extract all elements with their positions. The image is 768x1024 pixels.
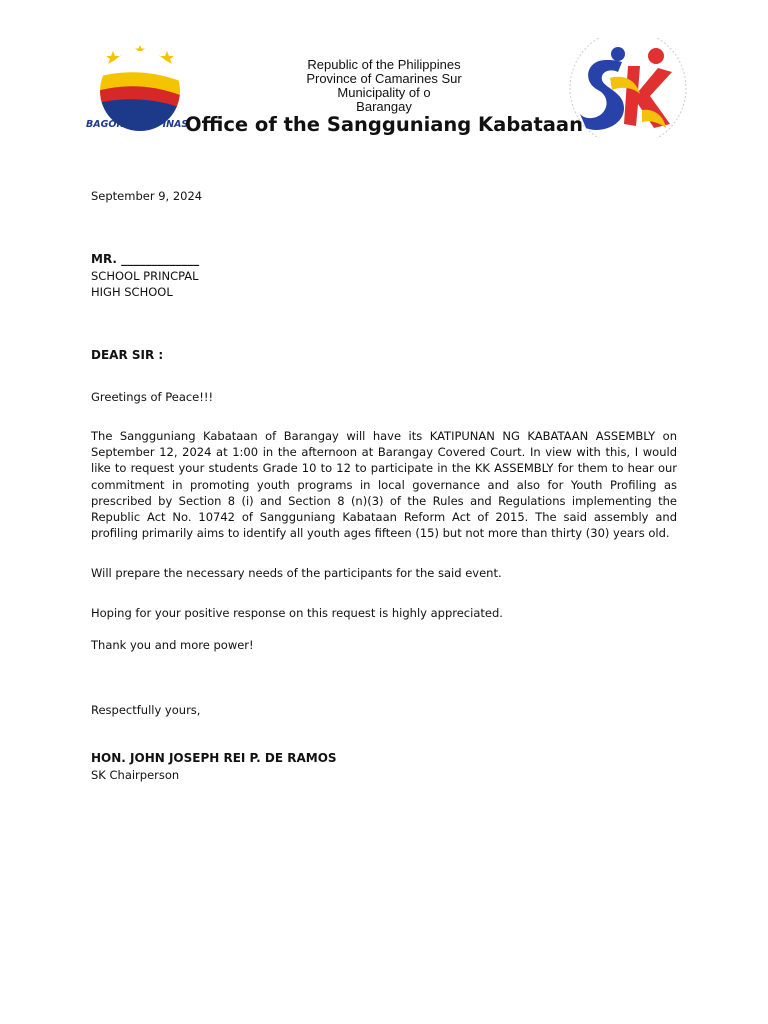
body-paragraph-preparation: Will prepare the necessary needs of the participants for the said event. xyxy=(91,566,502,580)
recipient-name: MR. _____________ xyxy=(91,252,200,266)
recipient-school: HIGH SCHOOL xyxy=(91,285,173,299)
letterhead-line-barangay: Barangay xyxy=(356,99,412,114)
body-paragraph-response: Hoping for your positive response on this request is highly appreciated. xyxy=(91,606,503,620)
letter-date: September 9, 2024 xyxy=(91,189,203,203)
office-title: Office of the Sangguniang Kabataan xyxy=(185,113,583,136)
closing: Respectfully yours, xyxy=(91,703,201,717)
greeting: Greetings of Peace!!! xyxy=(91,390,214,404)
letterhead-line-country: Republic of the Philippines xyxy=(307,57,461,72)
body-paragraph-main: The Sangguniang Kabataan of Barangay will have its KATIPUNAN NG KABATAAN ASSEMBLY on September 12, 2024 at 1:00 in the afternoon at Barangay Covered Court. In view with this, I would like to request your students Grade 10 to 12 to participate in the KK ASSEMBLY for them to hear our commitment in promoting youth programs in local governance and also for Youth Profiling as prescribed by Section 8 (i) and Section 8 (n)(3) of the Rules and Regulations implementing the Republic Act No. 10742 of Sangguniang Kabataan Reform Act of 2015. The said assembly and profiling primarily aims to identify all youth ages fifteen (15) but not more than thirty (30) years old. xyxy=(91,429,677,541)
salutation: DEAR SIR : xyxy=(91,348,164,362)
recipient-title: SCHOOL PRINCPAL xyxy=(91,269,199,283)
letterhead-line-municipality: Municipality of o xyxy=(337,85,431,100)
body-paragraph-thanks: Thank you and more power! xyxy=(91,638,254,652)
signatory-name: HON. JOHN JOSEPH REI P. DE RAMOS xyxy=(91,751,337,765)
bagong-pilipinas-logo-text: BAGONG PILIPINAS xyxy=(86,119,189,130)
letterhead-line-province: Province of Camarines Sur xyxy=(306,71,462,86)
signatory-position: SK Chairperson xyxy=(91,768,180,782)
